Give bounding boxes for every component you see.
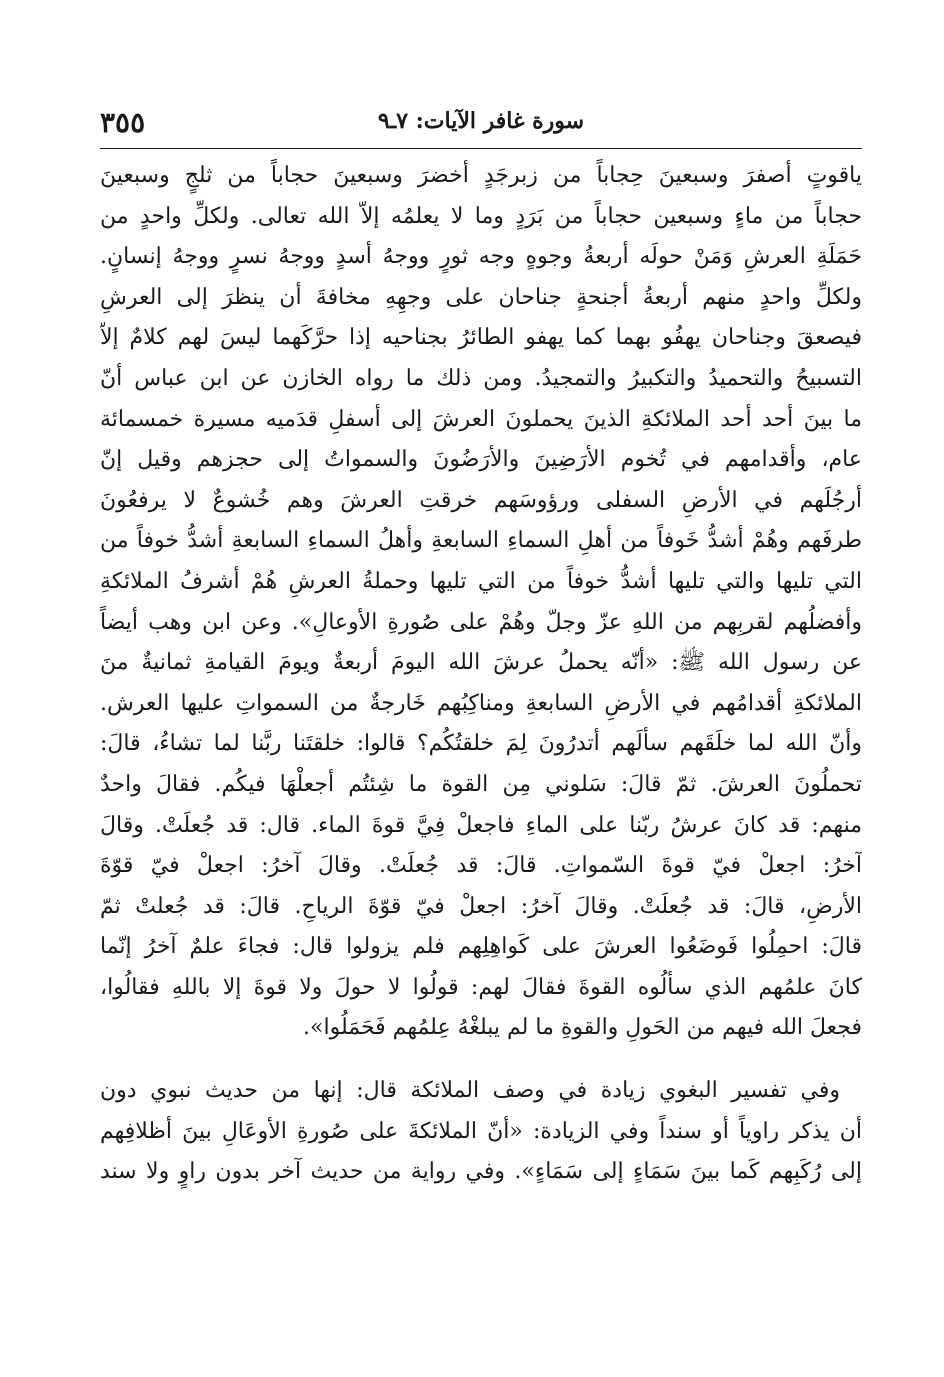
paragraph-2 xyxy=(100,1071,862,1193)
text-line: أن يذكر راوياً أو سنداً وفي الزيادة: «أنّ الملائكةَ على صُورةِ الأوعَالِ بينَ أظلافِهم xyxy=(100,1118,862,1144)
text-line: آخرُ: اجعلْ فيّ قوةَ السّمواتِ. قالَ: قد جُعلَتْ. وقالَ آخرُ: اجعلْ فيّ قوّةَ xyxy=(100,853,862,879)
text-line: الملائكةِ أقدامُهم في الأرضِ السابعةِ ومناكِبُهم خَارجةٌ من السمواتِ عليها العرش. xyxy=(100,690,862,716)
text-line: وفي تفسير البغوي زيادة في وصف الملائكة قال: إنها من حديث نبوي دون xyxy=(100,1078,840,1104)
text-line: التي تليها والتي تليها أشدُّ خوفاً من التي تليها وحملةُ العرشِ هُمْ أشرفُ الملائكةِ xyxy=(100,568,862,594)
text-line: حَمَلَةِ العرشِ وَمَنْ حولَه أربعةُ وجوهٍ وجه ثورٍ ووجهُ أسدٍ ووجهُ نسرٍ ووجهُ إنسانٍ. xyxy=(100,244,862,270)
text-line: الأرضِ، قالَ: قد جُعلَتْ. وقالَ آخرُ: اجعلْ فيّ قوّةَ الرياحِ. قالَ: قد جُعلتْ ثمّ xyxy=(100,893,862,919)
text-line: وأفضلُهم لقربِهم من اللهِ عزّ وجلّ وهُمْ على صُورةِ الأوعالِ». وعن ابن وهب أيضاً xyxy=(100,609,862,635)
text-line: فجعلَ الله فيهم من الحَولِ والقوةِ ما لم يبلغْهُ عِلمُهم فَحَمَلُوا». xyxy=(303,1015,862,1041)
header-rule xyxy=(100,148,862,149)
text-line: كانَ علمُهم الذي سألُوه القوةَ فقالَ لهم: قولُوا لا حولَ ولا قوةَ إلا باللهِ فقالُوا، xyxy=(100,974,862,1000)
text-line: عن رسول الله ﷺ: «أنّه يحملُ عرشَ الله اليومَ أربعةٌ ويومَ القيامةِ ثمانيةٌ منَ xyxy=(100,650,862,676)
page-body xyxy=(100,156,862,1193)
running-title: سورة غافر الآيات: ٧ـ٩ xyxy=(377,108,585,134)
text-line: منهم: قد كانَ عرشُ ربّنا على الماءِ فاجعلْ فِيَّ قوةَ الماء. قال: قد جُعلَتْ. وقالَ xyxy=(100,812,862,838)
text-line: طرفَهم وهُمْ أشدُّ خَوفاً من أهلِ السماءِ السابعةِ وأهلُ السماءِ السابعةِ أشدُّ خوفاً من xyxy=(100,528,862,554)
text-line: حجاباً من ماءٍ وسبعين حجاباً من بَرَدٍ وما لا يعلمُه إلاّ الله تعالى. ولكلِّ واحدٍ من xyxy=(100,203,862,229)
text-line: ما بينَ أحد أحد الملائكةِ الذينَ يحملونَ العرشَ إلى أسفلِ قدَميه مسيرة خمسمائة xyxy=(100,406,862,432)
text-line: تحملُونَ العرشَ. ثمّ قالَ: سَلوني مِن القوة ما شِئتُم أجعلْهَا فيكُم. فقالَ واحدٌ xyxy=(100,771,862,797)
text-line: وأنّ الله لما خلَقَهم سألَهم أتدرُونَ لِمَ خلقتُكُم؟ قالوا: خلقتَنا ربَّنا لما تشاءُ، قالَ: xyxy=(100,731,862,757)
text-line: التسبيحُ والتحميدُ والتكبيرُ والتمجيدُ. ومن ذلك ما رواه الخازن عن ابن عباس أنّ xyxy=(100,365,862,391)
page-header xyxy=(100,106,862,146)
paragraph-gap xyxy=(100,1049,862,1071)
paragraph-1 xyxy=(100,156,862,1049)
text-line: أرجُلَهم في الأرضِ السفلى ورؤوسَهم خرقتِ العرشَ وهم خُشوعٌ لا يرفعُونَ xyxy=(100,487,862,513)
text-line: ياقوتٍ أصفرَ وسبعينَ حِجاباً من زبرجَدٍ أخضرَ وسبعينَ حجاباً من ثلجٍ وسبعينَ xyxy=(100,163,862,188)
text-line: إلى رُكَبِهم كَما بينَ سَمَاءٍ إلى سَمَاءٍ». وفي رواية من حديث آخر بدون راوٍ ولا سند xyxy=(100,1159,862,1185)
text-line: ولكلِّ واحدٍ منهم أربعةُ أجنحةٍ جناحان على وجهِهِ مخافةَ أن ينظرَ إلى العرشِ xyxy=(100,284,862,310)
text-line: عام، وأقدامهم في تُخوم الأرَضِينَ والأرَضُونَ والسمواتُ إلى حجزهم وقيل إنّ xyxy=(100,447,862,473)
text-line: قالَ: احمِلُوا فَوضَعُوا العرشَ على كَواهِلِهم فلم يزولوا قال: فجاءَ علمٌ آخرُ إنّما xyxy=(100,934,862,960)
page-number: ٣٥٥ xyxy=(100,106,146,139)
text-line: فيصعقَ وجناحان يهفُو بهما كما يهفو الطائرُ بجناحيه إذا حرَّكَهما ليسَ لهم كلامٌ إلاّ xyxy=(100,325,862,351)
